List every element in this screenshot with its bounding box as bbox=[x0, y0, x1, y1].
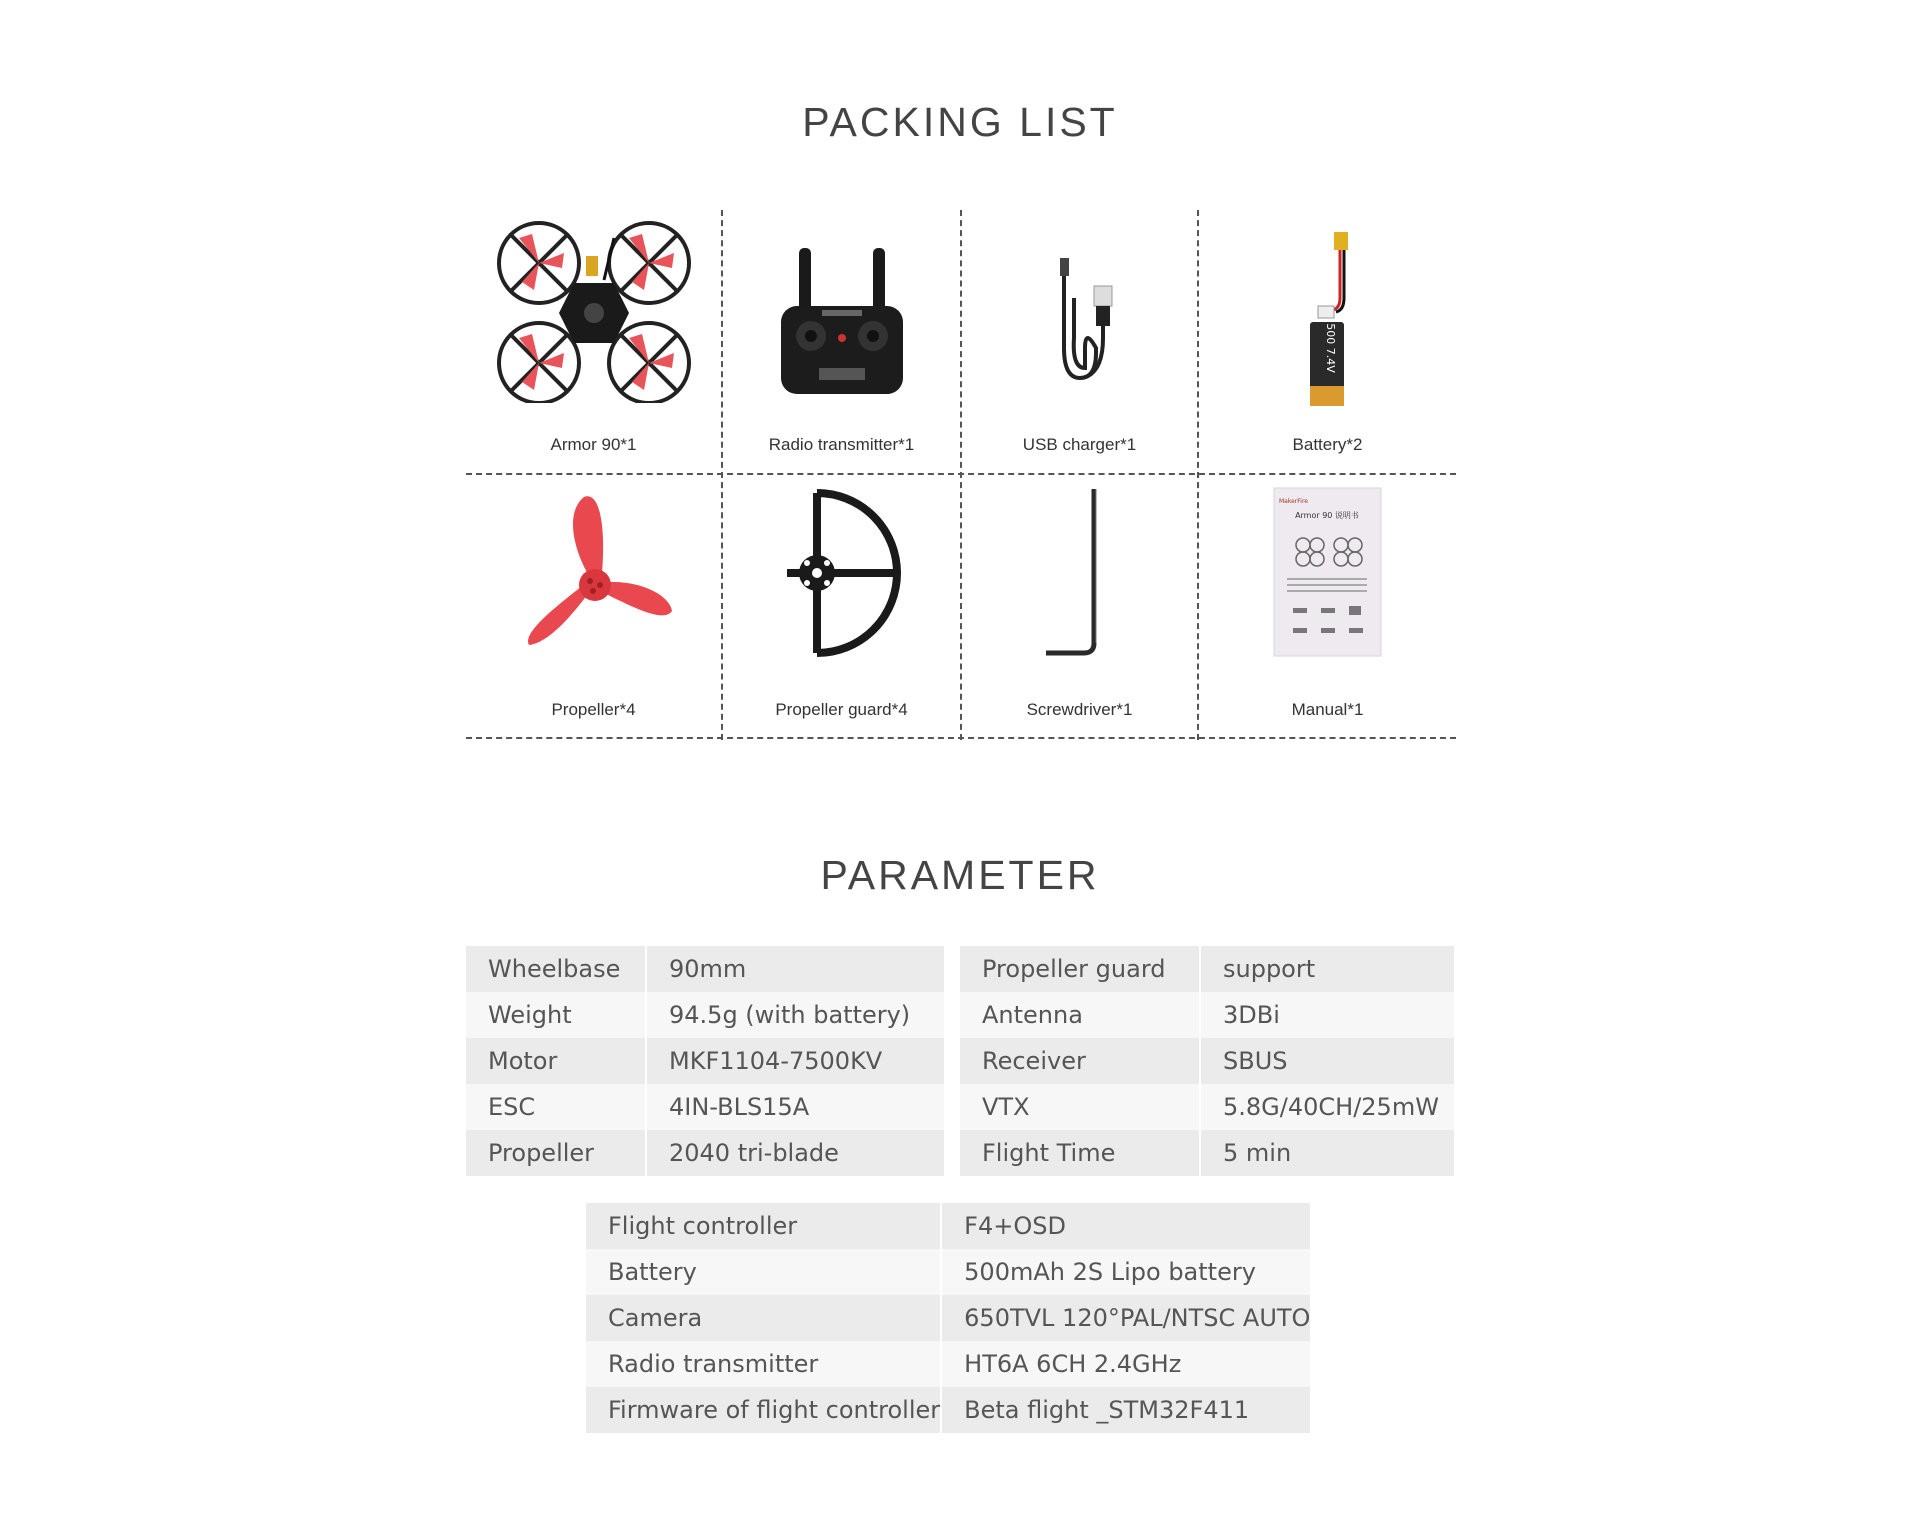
param-key: Firmware of flight controller bbox=[586, 1387, 941, 1433]
parameter-title: PARAMETER bbox=[820, 852, 1100, 898]
battery-print: 500 7.4V bbox=[1323, 323, 1337, 373]
param-value: 4IN-BLS15A bbox=[646, 1084, 944, 1130]
param-value: HT6A 6CH 2.4GHz bbox=[941, 1341, 1310, 1387]
table-row bbox=[960, 946, 1454, 992]
table-row bbox=[960, 1130, 1454, 1176]
transmitter-icon bbox=[767, 218, 917, 398]
packing-item bbox=[723, 210, 960, 473]
packing-item-label: Radio transmitter*1 bbox=[768, 435, 915, 454]
param-value: 650TVL 120°PAL/NTSC AUTO bbox=[941, 1295, 1310, 1341]
param-value: 5.8G/40CH/25mW bbox=[1200, 1084, 1454, 1130]
param-key: VTX bbox=[960, 1084, 1200, 1130]
table-row bbox=[586, 1203, 1310, 1249]
param-key: Antenna bbox=[960, 992, 1200, 1038]
packing-list-title: PACKING LIST bbox=[802, 99, 1118, 145]
table-row bbox=[466, 992, 944, 1038]
table-row bbox=[466, 1084, 944, 1130]
param-key: Propeller guard bbox=[960, 946, 1200, 992]
param-key: Weight bbox=[466, 992, 646, 1038]
manual-title: Armor 90 说明书 bbox=[1294, 511, 1359, 520]
param-value: Beta flight _STM32F411 bbox=[941, 1387, 1310, 1433]
propeller-guard-icon bbox=[777, 483, 907, 663]
propeller-icon bbox=[504, 483, 684, 663]
manual-brand: MakerFire bbox=[1278, 498, 1308, 505]
param-value: 500mAh 2S Lipo battery bbox=[941, 1249, 1310, 1295]
packing-item bbox=[962, 475, 1197, 737]
parameter-table-left bbox=[466, 946, 944, 1176]
table-row bbox=[466, 1130, 944, 1176]
param-value: 94.5g (with battery) bbox=[646, 992, 944, 1038]
packing-item bbox=[466, 475, 721, 737]
table-row bbox=[586, 1341, 1310, 1387]
param-value: F4+OSD bbox=[941, 1203, 1310, 1249]
table-row bbox=[466, 946, 944, 992]
packing-item-label: Battery*2 bbox=[1292, 435, 1363, 454]
table-row bbox=[466, 1038, 944, 1084]
table-row bbox=[586, 1249, 1310, 1295]
param-value: MKF1104-7500KV bbox=[646, 1038, 944, 1084]
packing-grid bbox=[466, 210, 1456, 740]
param-value: support bbox=[1200, 946, 1454, 992]
packing-item bbox=[962, 210, 1197, 473]
packing-item bbox=[1199, 475, 1456, 737]
packing-item-label: Armor 90*1 bbox=[550, 435, 637, 454]
param-key: Wheelbase bbox=[466, 946, 646, 992]
parameter-table-bottom bbox=[586, 1203, 1310, 1433]
table-row bbox=[960, 1038, 1454, 1084]
table-row bbox=[586, 1387, 1310, 1433]
param-value: 5 min bbox=[1200, 1130, 1454, 1176]
packing-item-label: Manual*1 bbox=[1291, 700, 1364, 719]
manual-icon bbox=[1273, 483, 1383, 658]
param-key: Receiver bbox=[960, 1038, 1200, 1084]
param-value: 3DBi bbox=[1200, 992, 1454, 1038]
packing-item bbox=[1199, 210, 1456, 473]
hex-key-icon bbox=[1030, 483, 1130, 663]
drone-icon bbox=[494, 218, 694, 403]
battery-icon bbox=[1288, 218, 1368, 408]
table-row bbox=[586, 1295, 1310, 1341]
parameter-table-right bbox=[960, 946, 1454, 1176]
packing-item bbox=[466, 210, 721, 473]
packing-item-label: Screwdriver*1 bbox=[1026, 700, 1133, 719]
param-key: Propeller bbox=[466, 1130, 646, 1176]
param-key: Camera bbox=[586, 1295, 941, 1341]
param-key: Battery bbox=[586, 1249, 941, 1295]
param-key: ESC bbox=[466, 1084, 646, 1130]
packing-item-label: Propeller*4 bbox=[551, 700, 636, 719]
table-row bbox=[960, 992, 1454, 1038]
packing-item bbox=[723, 475, 960, 737]
param-key: Radio transmitter bbox=[586, 1341, 941, 1387]
table-row bbox=[960, 1084, 1454, 1130]
grid-divider bbox=[466, 737, 1456, 739]
packing-item-label: USB charger*1 bbox=[1022, 435, 1137, 454]
param-value: 90mm bbox=[646, 946, 944, 992]
param-value: SBUS bbox=[1200, 1038, 1454, 1084]
param-key: Flight Time bbox=[960, 1130, 1200, 1176]
param-value: 2040 tri-blade bbox=[646, 1130, 944, 1176]
usb-cable-icon bbox=[1030, 218, 1130, 403]
packing-item-label: Propeller guard*4 bbox=[775, 700, 908, 719]
param-key: Flight controller bbox=[586, 1203, 941, 1249]
param-key: Motor bbox=[466, 1038, 646, 1084]
